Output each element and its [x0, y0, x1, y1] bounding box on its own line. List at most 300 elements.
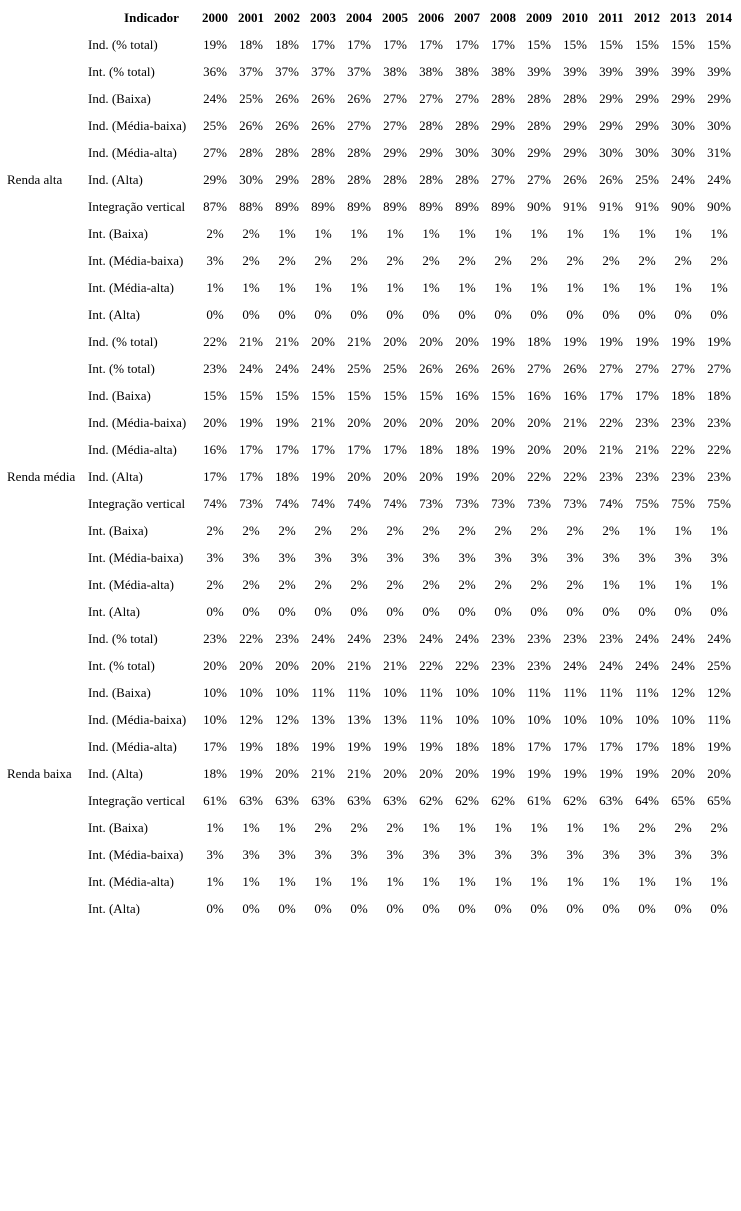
value-cell: 2% — [674, 253, 692, 268]
table-row — [0, 220, 737, 247]
value-cell: 2% — [386, 820, 404, 835]
value-cell: 37% — [311, 64, 335, 79]
value-cell: 38% — [491, 64, 515, 79]
table-row — [0, 760, 737, 787]
value-cell: 3% — [638, 847, 656, 862]
value-cell: 1% — [314, 226, 332, 241]
value-cell: 3% — [278, 550, 296, 565]
value-cell: 1% — [422, 280, 440, 295]
value-cell: 29% — [419, 145, 443, 160]
table-row — [0, 625, 737, 652]
value-cell: 1% — [386, 280, 404, 295]
value-cell: 2% — [674, 820, 692, 835]
value-cell: 19% — [563, 766, 587, 781]
indicator-label: Int. (Média-alta) — [88, 874, 174, 889]
value-cell: 2% — [242, 226, 260, 241]
value-cell: 26% — [563, 172, 587, 187]
value-cell: 10% — [275, 685, 299, 700]
value-cell: 11% — [599, 685, 623, 700]
year-header-2000: 2000 — [202, 10, 228, 25]
value-cell: 2% — [602, 253, 620, 268]
value-cell: 17% — [239, 469, 263, 484]
group-label: Renda média — [7, 469, 76, 484]
value-cell: 23% — [491, 631, 515, 646]
table-row — [0, 841, 737, 868]
table-row — [0, 517, 737, 544]
table-row — [0, 166, 737, 193]
indicator-label: Int. (Alta) — [88, 307, 140, 322]
value-cell: 0% — [566, 901, 584, 916]
value-cell: 73% — [527, 496, 551, 511]
indicator-label: Ind. (Média-baixa) — [88, 712, 187, 727]
value-cell: 24% — [311, 631, 335, 646]
value-cell: 0% — [314, 307, 332, 322]
group-label: Renda baixa — [7, 766, 72, 781]
value-cell: 0% — [458, 604, 476, 619]
group-cell — [0, 625, 86, 652]
table-row — [0, 895, 737, 922]
value-cell: 17% — [347, 37, 371, 52]
value-cell: 18% — [275, 37, 299, 52]
value-cell: 24% — [203, 91, 227, 106]
value-cell: 39% — [563, 64, 587, 79]
value-cell: 89% — [419, 199, 443, 214]
value-cell: 23% — [275, 631, 299, 646]
value-cell: 19% — [635, 766, 659, 781]
value-cell: 3% — [206, 847, 224, 862]
value-cell: 3% — [566, 847, 584, 862]
value-cell: 74% — [599, 496, 623, 511]
value-cell: 39% — [671, 64, 695, 79]
value-cell: 11% — [419, 712, 443, 727]
value-cell: 1% — [350, 226, 368, 241]
value-cell: 28% — [275, 145, 299, 160]
value-cell: 1% — [206, 820, 224, 835]
value-cell: 21% — [347, 658, 371, 673]
value-cell: 13% — [311, 712, 335, 727]
value-cell: 89% — [347, 199, 371, 214]
value-cell: 73% — [563, 496, 587, 511]
value-cell: 27% — [203, 145, 227, 160]
value-cell: 24% — [671, 631, 695, 646]
value-cell: 28% — [455, 172, 479, 187]
value-cell: 73% — [455, 496, 479, 511]
value-cell: 28% — [239, 145, 263, 160]
value-cell: 1% — [530, 226, 548, 241]
value-cell: 12% — [275, 712, 299, 727]
value-cell: 1% — [278, 820, 296, 835]
value-cell: 37% — [347, 64, 371, 79]
indicator-label: Int. (Baixa) — [88, 226, 148, 241]
value-cell: 21% — [347, 766, 371, 781]
value-cell: 2% — [314, 253, 332, 268]
indicator-label: Int. (Média-baixa) — [88, 550, 184, 565]
value-cell: 20% — [203, 658, 227, 673]
value-cell: 2% — [206, 226, 224, 241]
value-cell: 24% — [707, 631, 731, 646]
value-cell: 62% — [455, 793, 479, 808]
value-cell: 0% — [566, 307, 584, 322]
value-cell: 29% — [527, 145, 551, 160]
value-cell: 1% — [314, 280, 332, 295]
value-cell: 3% — [386, 847, 404, 862]
indicator-label: Int. (Baixa) — [88, 820, 148, 835]
value-cell: 1% — [278, 874, 296, 889]
value-cell: 24% — [635, 658, 659, 673]
value-cell: 73% — [491, 496, 515, 511]
value-cell: 26% — [275, 91, 299, 106]
value-cell: 1% — [710, 523, 728, 538]
indicator-label: Int. (% total) — [88, 64, 155, 79]
value-cell: 3% — [530, 847, 548, 862]
value-cell: 89% — [383, 199, 407, 214]
value-cell: 0% — [278, 604, 296, 619]
value-cell: 28% — [563, 91, 587, 106]
value-cell: 1% — [458, 280, 476, 295]
value-cell: 16% — [527, 388, 551, 403]
value-cell: 17% — [239, 442, 263, 457]
value-cell: 1% — [458, 226, 476, 241]
value-cell: 19% — [239, 415, 263, 430]
value-cell: 19% — [671, 334, 695, 349]
table-row — [0, 436, 737, 463]
indicator-label: Ind. (% total) — [88, 37, 158, 52]
table-row — [0, 814, 737, 841]
value-cell: 17% — [563, 739, 587, 754]
value-cell: 20% — [347, 469, 371, 484]
table-row — [0, 193, 737, 220]
indicator-label: Int. (% total) — [88, 658, 155, 673]
value-cell: 89% — [455, 199, 479, 214]
value-cell: 1% — [530, 874, 548, 889]
value-cell: 15% — [203, 388, 227, 403]
value-cell: 0% — [530, 604, 548, 619]
value-cell: 17% — [635, 739, 659, 754]
value-cell: 3% — [206, 253, 224, 268]
value-cell: 21% — [635, 442, 659, 457]
table-row — [0, 409, 737, 436]
value-cell: 0% — [458, 901, 476, 916]
value-cell: 27% — [383, 118, 407, 133]
value-cell: 2% — [278, 577, 296, 592]
value-cell: 1% — [242, 874, 260, 889]
value-cell: 21% — [383, 658, 407, 673]
table-body — [0, 31, 737, 922]
value-cell: 2% — [530, 253, 548, 268]
value-cell: 25% — [635, 172, 659, 187]
value-cell: 1% — [422, 874, 440, 889]
value-cell: 23% — [671, 469, 695, 484]
value-cell: 1% — [638, 577, 656, 592]
value-cell: 1% — [494, 226, 512, 241]
value-cell: 19% — [347, 739, 371, 754]
value-cell: 0% — [458, 307, 476, 322]
data-table — [0, 4, 737, 922]
value-cell: 89% — [311, 199, 335, 214]
value-cell: 3% — [674, 847, 692, 862]
group-cell — [0, 31, 86, 58]
value-cell: 1% — [386, 226, 404, 241]
value-cell: 23% — [635, 469, 659, 484]
value-cell: 1% — [638, 280, 656, 295]
table-row — [0, 31, 737, 58]
value-cell: 0% — [422, 901, 440, 916]
value-cell: 1% — [386, 874, 404, 889]
value-cell: 2% — [350, 577, 368, 592]
value-cell: 19% — [239, 739, 263, 754]
value-cell: 3% — [494, 847, 512, 862]
group-cell — [0, 733, 86, 760]
value-cell: 11% — [347, 685, 371, 700]
value-cell: 15% — [599, 37, 623, 52]
value-cell: 1% — [710, 280, 728, 295]
group-cell — [0, 139, 86, 166]
table-row — [0, 247, 737, 274]
value-cell: 2% — [242, 577, 260, 592]
value-cell: 24% — [275, 361, 299, 376]
indicator-label: Ind. (Média-baixa) — [88, 415, 187, 430]
value-cell: 27% — [707, 361, 731, 376]
value-cell: 17% — [635, 388, 659, 403]
value-cell: 18% — [491, 739, 515, 754]
value-cell: 2% — [710, 820, 728, 835]
value-cell: 20% — [455, 766, 479, 781]
value-cell: 2% — [638, 253, 656, 268]
table-row — [0, 301, 737, 328]
value-cell: 19% — [491, 334, 515, 349]
group-cell — [0, 895, 86, 922]
value-cell: 22% — [239, 631, 263, 646]
value-cell: 11% — [527, 685, 551, 700]
value-cell: 17% — [599, 739, 623, 754]
value-cell: 65% — [671, 793, 695, 808]
value-cell: 29% — [599, 91, 623, 106]
value-cell: 23% — [707, 415, 731, 430]
value-cell: 0% — [602, 604, 620, 619]
table-row — [0, 112, 737, 139]
value-cell: 20% — [419, 766, 443, 781]
value-cell: 19% — [311, 469, 335, 484]
value-cell: 29% — [383, 145, 407, 160]
value-cell: 74% — [347, 496, 371, 511]
value-cell: 26% — [419, 361, 443, 376]
indicator-label: Int. (% total) — [88, 361, 155, 376]
value-cell: 39% — [527, 64, 551, 79]
value-cell: 31% — [707, 145, 731, 160]
value-cell: 0% — [350, 604, 368, 619]
group-cell — [0, 85, 86, 112]
value-cell: 2% — [458, 577, 476, 592]
value-cell: 39% — [635, 64, 659, 79]
value-cell: 3% — [674, 550, 692, 565]
value-cell: 17% — [419, 37, 443, 52]
value-cell: 1% — [638, 226, 656, 241]
value-cell: 22% — [671, 442, 695, 457]
group-cell — [0, 193, 86, 220]
value-cell: 19% — [563, 334, 587, 349]
value-cell: 2% — [206, 523, 224, 538]
year-header-2003: 2003 — [310, 10, 336, 25]
value-cell: 0% — [566, 604, 584, 619]
group-cell — [0, 382, 86, 409]
value-cell: 2% — [566, 523, 584, 538]
table-row — [0, 85, 737, 112]
indicator-label: Ind. (Baixa) — [88, 388, 151, 403]
value-cell: 0% — [602, 307, 620, 322]
value-cell: 16% — [203, 442, 227, 457]
table-row — [0, 598, 737, 625]
value-cell: 2% — [494, 523, 512, 538]
value-cell: 0% — [314, 604, 332, 619]
value-cell: 29% — [635, 118, 659, 133]
value-cell: 20% — [347, 415, 371, 430]
value-cell: 63% — [347, 793, 371, 808]
value-cell: 75% — [671, 496, 695, 511]
value-cell: 1% — [602, 820, 620, 835]
value-cell: 27% — [419, 91, 443, 106]
value-cell: 24% — [635, 631, 659, 646]
value-cell: 11% — [563, 685, 587, 700]
value-cell: 0% — [242, 307, 260, 322]
value-cell: 91% — [635, 199, 659, 214]
value-cell: 15% — [635, 37, 659, 52]
value-cell: 2% — [242, 523, 260, 538]
value-cell: 10% — [599, 712, 623, 727]
value-cell: 74% — [275, 496, 299, 511]
value-cell: 20% — [527, 415, 551, 430]
value-cell: 23% — [599, 631, 623, 646]
group-cell — [0, 787, 86, 814]
year-header-2006: 2006 — [418, 10, 444, 25]
value-cell: 0% — [674, 901, 692, 916]
value-cell: 12% — [707, 685, 731, 700]
value-cell: 28% — [419, 172, 443, 187]
value-cell: 20% — [275, 766, 299, 781]
value-cell: 23% — [563, 631, 587, 646]
value-cell: 2% — [350, 820, 368, 835]
value-cell: 20% — [671, 766, 695, 781]
value-cell: 64% — [635, 793, 659, 808]
value-cell: 28% — [347, 145, 371, 160]
value-cell: 15% — [419, 388, 443, 403]
value-cell: 19% — [599, 766, 623, 781]
value-cell: 18% — [419, 442, 443, 457]
value-cell: 3% — [566, 550, 584, 565]
value-cell: 74% — [383, 496, 407, 511]
value-cell: 12% — [239, 712, 263, 727]
value-cell: 19% — [491, 442, 515, 457]
value-cell: 1% — [242, 820, 260, 835]
value-cell: 20% — [419, 415, 443, 430]
indicator-label: Ind. (Alta) — [88, 766, 143, 781]
value-cell: 12% — [671, 685, 695, 700]
year-header-2004: 2004 — [346, 10, 372, 25]
value-cell: 39% — [707, 64, 731, 79]
value-cell: 3% — [638, 550, 656, 565]
value-cell: 15% — [563, 37, 587, 52]
value-cell: 26% — [455, 361, 479, 376]
value-cell: 0% — [206, 604, 224, 619]
table-row — [0, 652, 737, 679]
value-cell: 23% — [203, 631, 227, 646]
value-cell: 24% — [671, 658, 695, 673]
value-cell: 0% — [386, 901, 404, 916]
value-cell: 29% — [491, 118, 515, 133]
value-cell: 10% — [635, 712, 659, 727]
value-cell: 19% — [311, 739, 335, 754]
value-cell: 15% — [275, 388, 299, 403]
value-cell: 27% — [671, 361, 695, 376]
value-cell: 1% — [638, 874, 656, 889]
value-cell: 73% — [239, 496, 263, 511]
value-cell: 15% — [491, 388, 515, 403]
value-cell: 23% — [635, 415, 659, 430]
value-cell: 2% — [278, 253, 296, 268]
value-cell: 0% — [422, 604, 440, 619]
value-cell: 23% — [527, 631, 551, 646]
value-cell: 1% — [602, 226, 620, 241]
value-cell: 10% — [671, 712, 695, 727]
value-cell: 75% — [707, 496, 731, 511]
value-cell: 17% — [347, 442, 371, 457]
value-cell: 2% — [494, 577, 512, 592]
group-cell — [0, 274, 86, 301]
value-cell: 21% — [239, 334, 263, 349]
indicator-label: Int. (Média-baixa) — [88, 253, 184, 268]
value-cell: 20% — [311, 334, 335, 349]
value-cell: 28% — [347, 172, 371, 187]
group-cell — [0, 436, 86, 463]
value-cell: 61% — [527, 793, 551, 808]
value-cell: 18% — [671, 739, 695, 754]
value-cell: 10% — [491, 712, 515, 727]
indicator-label: Ind. (Alta) — [88, 172, 143, 187]
group-cell — [0, 652, 86, 679]
value-cell: 2% — [458, 523, 476, 538]
value-cell: 1% — [242, 280, 260, 295]
table-row — [0, 868, 737, 895]
value-cell: 3% — [494, 550, 512, 565]
value-cell: 22% — [563, 469, 587, 484]
value-cell: 0% — [638, 901, 656, 916]
value-cell: 2% — [566, 253, 584, 268]
value-cell: 90% — [707, 199, 731, 214]
value-cell: 25% — [383, 361, 407, 376]
year-header-2011: 2011 — [598, 10, 624, 25]
value-cell: 10% — [203, 712, 227, 727]
value-cell: 3% — [458, 550, 476, 565]
value-cell: 37% — [239, 64, 263, 79]
value-cell: 1% — [602, 577, 620, 592]
value-cell: 29% — [671, 91, 695, 106]
value-cell: 21% — [275, 334, 299, 349]
value-cell: 0% — [710, 901, 728, 916]
table-row — [0, 706, 737, 733]
value-cell: 0% — [242, 604, 260, 619]
value-cell: 23% — [599, 469, 623, 484]
indicator-label: Integração vertical — [88, 496, 186, 511]
value-cell: 2% — [314, 523, 332, 538]
value-cell: 1% — [494, 820, 512, 835]
indicator-header: Indicador — [124, 10, 179, 25]
value-cell: 19% — [419, 739, 443, 754]
value-cell: 25% — [707, 658, 731, 673]
value-cell: 29% — [563, 145, 587, 160]
value-cell: 30% — [635, 145, 659, 160]
value-cell: 11% — [635, 685, 659, 700]
value-cell: 39% — [599, 64, 623, 79]
value-cell: 22% — [599, 415, 623, 430]
